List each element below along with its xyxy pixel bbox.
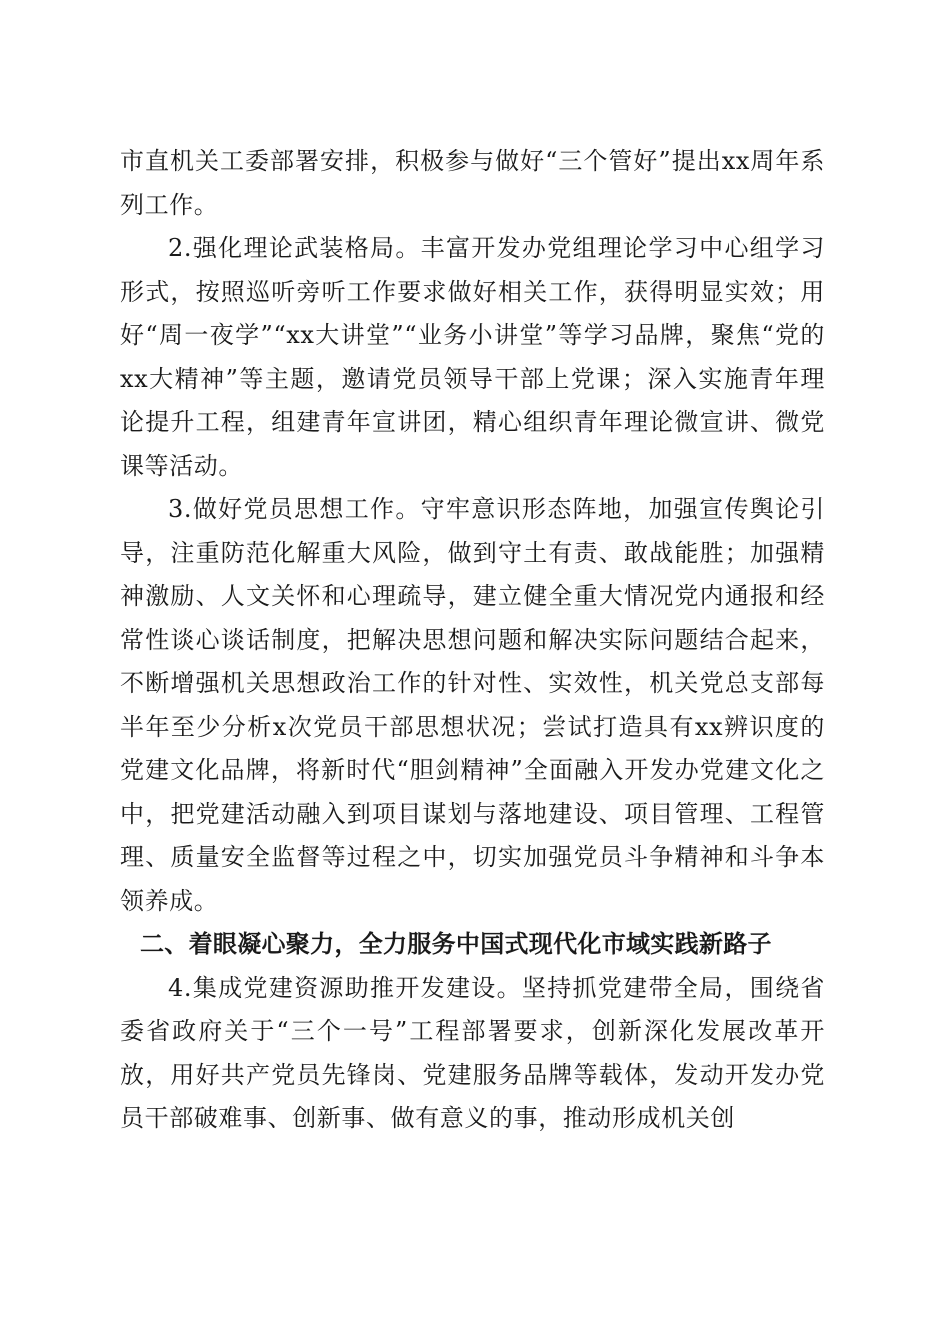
section-heading-2: 二、着眼凝心聚力，全力服务中国式现代化市域实践新路子 bbox=[140, 930, 772, 958]
paragraph-item-2: 2.强化理论武装格局。丰富开发办党组理论学习中心组学习形式，按照巡听旁听工作要求做好相关工作，获得明显实效；用好“周一夜学”“xx大讲堂”“业务小讲堂”等学习品牌，聚焦“党的xx大精神”等主题，邀请党员领导干部上党课；深入实施青年理论提升工程，组建青年宣讲团，精心组织青年理论微宣讲、微党课等活动。 bbox=[120, 234, 825, 480]
paragraph-continuation: 市直机关工委部署安排，积极参与做好“三个管好”提出xx周年系列工作。 bbox=[120, 147, 825, 219]
document-body bbox=[120, 140, 825, 1141]
paragraph-item-4: 4.集成党建资源助推开发建设。坚持抓党建带全局，围绕省委省政府关于“三个一号”工程部署要求，创新深化发展改革开放，用好共产党员先锋岗、党建服务品牌等载体，发动开发办党员干部破难事、创新事、做有意义的事，推动形成机关创 bbox=[120, 973, 825, 1132]
paragraph-item-3: 3.做好党员思想工作。守牢意识形态阵地，加强宣传舆论引导，注重防范化解重大风险，做到守土有责、敢战能胜；加强精神激励、人文关怀和心理疏导，建立健全重大情况党内通报和经常性谈心谈话制度，把解决思想问题和解决实际问题结合起来，不断增强机关思想政治工作的针对性、实效性，机关党总支部每半年至少分析x次党员干部思想状况；尝试打造具有xx辨识度的党建文化品牌，将新时代“胆剑精神”全面融入开发办党建文化之中，把党建活动融入到项目谋划与落地建设、项目管理、工程管理、质量安全监督等过程之中，切实加强党员斗争精神和斗争本领养成。 bbox=[120, 495, 825, 915]
